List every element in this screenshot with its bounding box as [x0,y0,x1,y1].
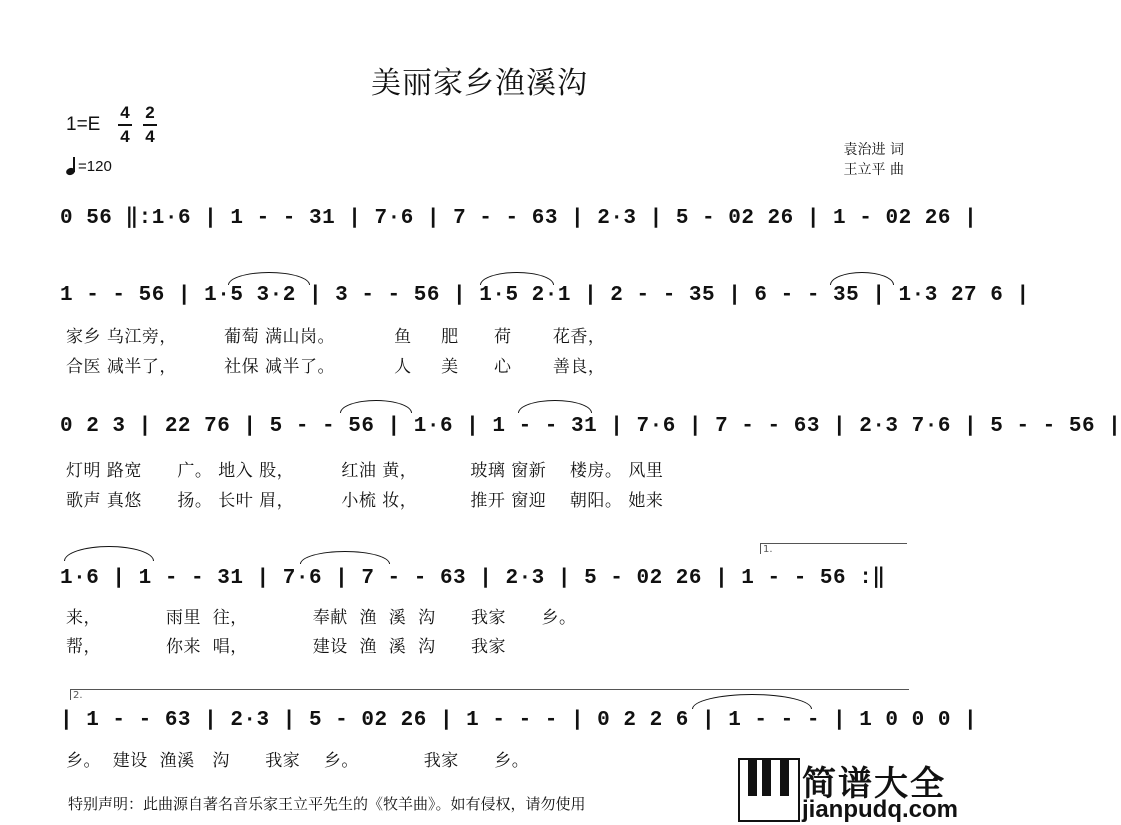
slur [64,546,154,561]
lyric-line-2b: 合医 减半了， 社保 减半了。 人 美 心 善良， [66,357,606,377]
logo-url: jianpudq.com [802,796,958,823]
quarter-note-icon [66,157,78,175]
time-sig-top: 2 [145,103,155,122]
logo-name: 简谱大全 [802,764,946,804]
tempo-value: =120 [78,158,112,175]
time-sig-top: 4 [120,103,130,122]
song-title: 美丽家乡渔溪沟 [371,66,588,101]
volta-1: 1. [760,543,907,554]
lyric-line-3b: 歌声 真悠 扬。 长叶 眉， 小梳 妆， 推开 窗迎 朝阳。 她来 [66,491,664,511]
tempo-marking [66,157,112,175]
notation-row-2: 1 - - 56 | 1·5 3·2 | 3 - - 56 | 1·5 2·1 | 2 - - 35 | 6 - - 35 | 1·3 27 6 | [60,284,1030,307]
lyric-line-4b: 帮， 你来 唱， 建设 渔 溪 沟 我家 [66,637,507,657]
composer: 王立平 曲 [843,162,904,178]
piano-icon [738,758,800,822]
credits [844,140,904,180]
site-logo[interactable] [738,756,958,823]
disclaimer: 特别声明：此曲源自著名音乐家王立平先生的《牧羊曲》。如有侵权，请勿使用 [68,795,586,813]
time-sig-line [118,124,132,126]
time-sig-bottom: 4 [145,127,155,146]
lyric-line-5: 乡。 建设 渔溪 沟 我家 乡。 我家 乡。 [66,751,530,771]
time-sig-bottom: 4 [120,127,130,146]
key-signature: 1=E [66,114,101,135]
slur [518,400,592,413]
slur [340,400,412,413]
notation-row-5: | 1 - - 63 | 2·3 | 5 - 02 26 | 1 - - - | 0 2 2 6 | 1 - - - | 1 0 0 0 | [60,709,978,732]
lyric-line-3a: 灯明 路宽 广。 地入 股， 红油 黄， 玻璃 窗新 楼房。 风里 [66,461,664,481]
time-sig-line [143,124,157,126]
slur [300,551,390,564]
lyricist: 袁治进 词 [843,142,904,158]
notation-row-4: 1·6 | 1 - - 31 | 7·6 | 7 - - 63 | 2·3 | 5 - 02 26 | 1 - - 56 :‖ [60,567,886,590]
lyric-line-2a: 家乡 乌江旁， 葡萄 满山岗。 鱼 肥 荷 花香， [66,327,606,347]
notation-row-3: 0 2 3 | 22 76 | 5 - - 56 | 1·6 | 1 - - 31 | 7·6 | 7 - - 63 | 2·3 7·6 | 5 - - 56 | [60,415,1121,438]
time-signature-2 [143,103,157,147]
lyric-line-4a: 来， 雨里 往， 奉献 渔 溪 沟 我家 乡。 [66,608,577,628]
notation-row-1: 0 56 ‖:1·6 | 1 - - 31 | 7·6 | 7 - - 63 | 2·3 | 5 - 02 26 | 1 - 02 26 | [60,207,978,230]
time-signature-1 [118,103,132,147]
volta-2: 2. [70,689,909,700]
